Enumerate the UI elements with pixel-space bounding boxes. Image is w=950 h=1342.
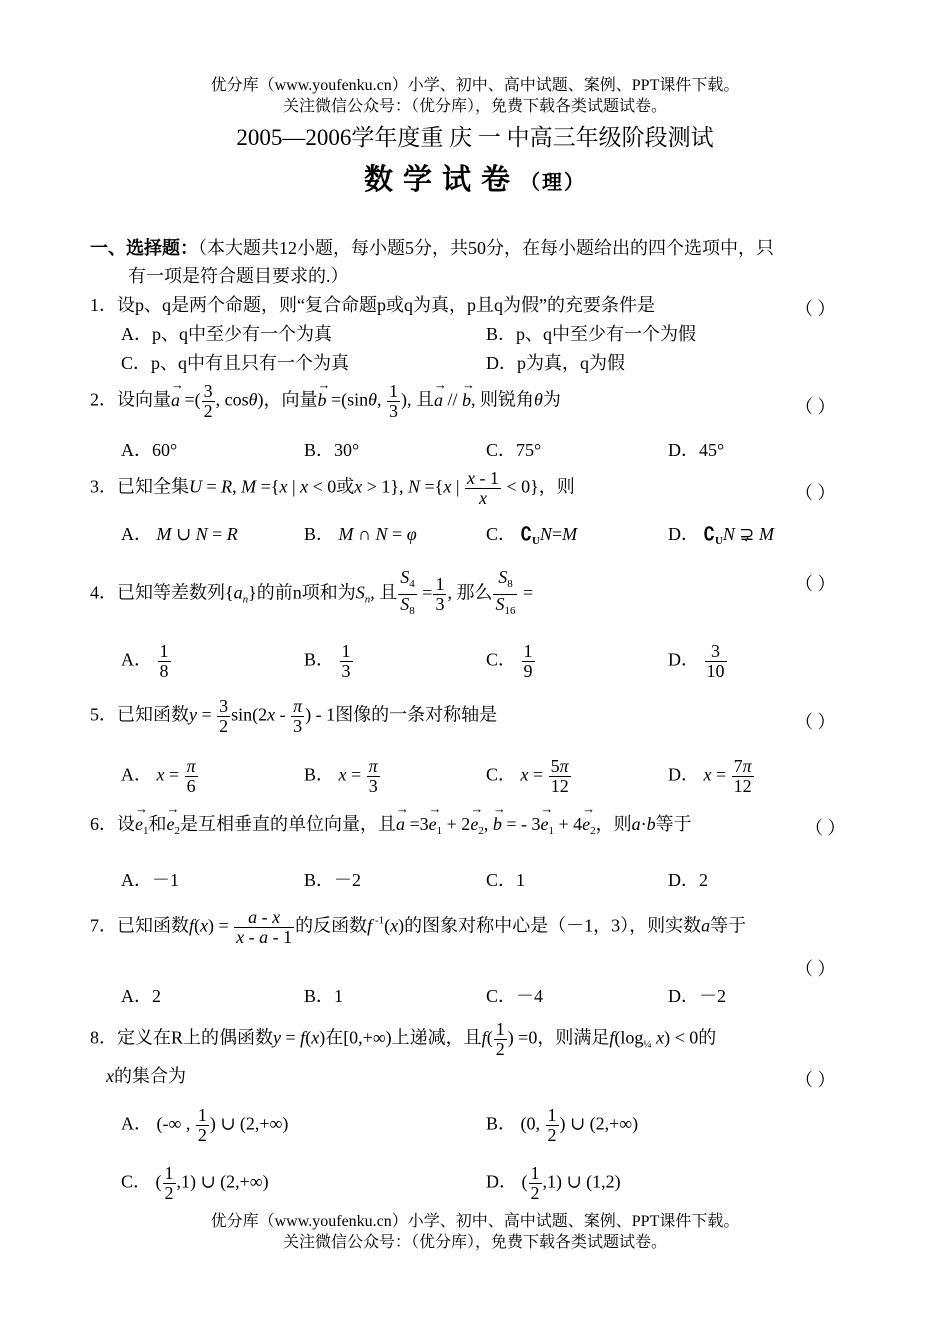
- q2-option-a: A．60°: [121, 440, 178, 460]
- subtitle-main: 数学试卷: [363, 164, 520, 196]
- header-line-2: 关注微信公众号：（优分库），免费下载各类试题试卷。: [282, 98, 667, 115]
- q6-option-d: D．2: [668, 870, 708, 890]
- q8-option-c-label: C．: [121, 1171, 152, 1192]
- footer-line-2: 关注微信公众号：（优分库），免费下载各类试题试卷。: [282, 1234, 667, 1251]
- q5-stem: 5．已知函数y = $\frac{3}{2}$ sin(2x - $\frac{\pi}{3}$ ) - 1图像的一条对称轴是: [90, 696, 498, 736]
- q6-t4: ，则: [595, 814, 632, 834]
- section-desc-2: 有一项是符合题目要求的.）: [128, 266, 349, 286]
- q8-t4: ，则满足: [537, 1027, 610, 1048]
- q6-answer-paren: （ ）: [805, 818, 846, 838]
- q2-frac-1-3: $\frac{1}{3}$: [389, 381, 398, 421]
- q5-option-c-label: C．: [486, 764, 517, 785]
- q8-option-c: C． ( $\frac{1}{2}$ ,1) ∪ (2,+∞): [121, 1163, 269, 1203]
- q1-option-a: A．p、q中至少有一个为真: [121, 324, 332, 344]
- q1-num: 1．: [90, 295, 117, 315]
- q8-option-d: D． ( $\frac{1}{2}$ ,1) ∪ (1,2): [486, 1163, 621, 1203]
- q4-num: 4．: [90, 582, 117, 603]
- q7-option-d: D．－2: [668, 986, 726, 1006]
- q3-option-c-label: C．: [486, 524, 517, 544]
- q4-option-b-label: B．: [304, 649, 335, 670]
- q8-t2: 在: [325, 1027, 344, 1048]
- q2-t1: 设向量: [117, 389, 171, 410]
- q3-t1: 已知全集: [117, 476, 189, 497]
- q4-stem: 4．已知等差数列$\{a_n\}$的前n项和为$S_n$, 且 $\frac{S_4}{S_8}$ = $\frac{1}{3}$ , 那么 $\frac{S_8}{S_{16}}$ =: [90, 568, 533, 621]
- q7-t1: 已知函数: [117, 915, 189, 936]
- q2-option-c: C．75°: [486, 440, 542, 460]
- q3-option-d-label: D．: [668, 524, 699, 544]
- q8-t1: 定义在R上的偶函数: [117, 1027, 274, 1048]
- header-line-1: 优分库（www.youfenku.cn）小学、初中、高中试题、案例、PPT课件下载。: [210, 77, 740, 94]
- q4-frac-s4-s8: $\frac{S_4}{S_8}$: [400, 567, 415, 617]
- q5-option-b-label: B．: [304, 764, 335, 785]
- q1-stem: [90, 293, 655, 317]
- q8-stem: 8．定义在R上的偶函数y = f(x)在[0,+∞)上递减，且f( $\frac{1}{2}$ ) =0，则满足$f(\log_{\frac{1}{4}}$ x) < 0的: [90, 1019, 717, 1059]
- q3-frac: $\frac{x - 1}{x}$: [466, 468, 499, 508]
- q7-t4: 等于: [710, 915, 747, 936]
- q8-option-b: B． (0, $\frac{1}{2}$ ) ∪ (2,+∞): [486, 1105, 639, 1145]
- q5-option-b: B． x = $\frac{\pi}{3}$: [304, 756, 378, 796]
- q6-t1: 设: [117, 814, 135, 834]
- q4-option-a-label: A．: [121, 649, 152, 670]
- q8-option-d-label: D．: [486, 1171, 517, 1192]
- q8-answer-paren: （ ）: [795, 1070, 836, 1090]
- q8-stem-cont: x的集合为: [106, 1066, 186, 1086]
- q7-t2: 的反函数: [295, 915, 368, 936]
- q4-answer-paren: （ ）: [795, 574, 836, 594]
- q3-t2: 或: [336, 476, 355, 497]
- q6-stem: 6．设→ $e_1$和→ $e_2$是互相垂直的单位向量，且→ $a =3\to e_1 + 2\to e_2$, → b = - $3\to e_1 + 4\to e_2$，则a·b等于: [90, 812, 692, 843]
- footer-line-1: 优分库（www.youfenku.cn）小学、初中、高中试题、案例、PPT课件下载。: [210, 1213, 740, 1230]
- q8-option-b-label: B．: [486, 1113, 517, 1134]
- q6-t3: 是互相垂直的单位向量，且: [180, 814, 396, 834]
- q2-frac-3-2: $\frac{3}{2}$: [203, 381, 213, 421]
- q6-option-c: C．1: [486, 870, 526, 890]
- q1-answer-paren: （ ）: [795, 299, 836, 319]
- q7-frac: $\frac{a - x}{x - a - 1}$: [236, 907, 293, 947]
- q2-stem: 2．设向量→ a =( $\frac{3}{2}$ , cosθ)，向量→ b =(sinθ, $\frac{1}{3}$ ), 且→ a // → b, 则锐角θ为: [90, 382, 561, 421]
- q2-t3: 向量: [281, 389, 318, 410]
- exam-subtitle: [0, 157, 950, 198]
- q4-t3: 且: [379, 582, 398, 603]
- subtitle-paren: （理）: [520, 172, 586, 194]
- q6-t5: 等于: [655, 814, 692, 834]
- q4-option-a: A． $\frac{1}{8}$: [121, 641, 169, 681]
- q7-stem: 7．已知函数f(x) = $\frac{a - x}{x - a - 1}$ 的反函数f $^{-1}$(x)的图象对称中心是（－1，3），则实数a等于: [90, 907, 747, 947]
- q2-num: 2．: [90, 389, 117, 410]
- q8-option-a: A． (-∞ , $\frac{1}{2}$ ) ∪ (2,+∞): [121, 1105, 289, 1145]
- q7-option-b: B．1: [304, 986, 344, 1006]
- q5-option-d-label: D．: [668, 764, 699, 785]
- q6-t2: 和: [148, 814, 167, 834]
- q4-frac-s8-s16: $\frac{S_8}{S_{16}}$: [495, 567, 516, 617]
- q6-num: 6．: [90, 814, 117, 834]
- q2-t4: 且: [416, 389, 434, 410]
- q3-option-b-label: B．: [304, 524, 335, 544]
- q8-t6: 的集合为: [114, 1066, 186, 1086]
- q3-stem: 3．已知全集U = R, M ={x | x < 0或x > 1}, N ={x | $\frac{x - 1}{x}$ < 0}，则: [90, 468, 575, 508]
- q2-t6: 为: [542, 389, 561, 410]
- q3-answer-paren: （ ）: [795, 483, 836, 503]
- q3-option-d: D． $∁_UN$ ⊋ M: [668, 524, 775, 547]
- q3-option-a: A． M ∪ N = R: [121, 524, 238, 544]
- q2-vector-a: → a: [171, 388, 180, 412]
- q4-option-d: D． $\frac{3}{10}$: [668, 641, 725, 681]
- q5-num: 5．: [90, 704, 117, 725]
- q3-option-a-label: A．: [121, 524, 152, 544]
- q4-option-c-label: C．: [486, 649, 517, 670]
- q1-option-d: D．p为真，q为假: [486, 353, 625, 373]
- section-desc-1: （本大题共12小题，每小题5分，共50分，在每小题给出的四个选项中，只: [198, 238, 774, 258]
- q4-option-b: B． $\frac{1}{3}$: [304, 641, 351, 681]
- exam-title: 2005—2006学年度重 庆 一 中高三年级阶段测试: [236, 125, 714, 150]
- q4-t1: 已知等差数列: [117, 582, 225, 603]
- q5-option-d: D． x = $\frac{7\pi}{12}$: [668, 756, 752, 796]
- q4-option-c: C． $\frac{1}{9}$: [486, 641, 533, 681]
- q4-t2: 的前n项和为: [256, 582, 356, 603]
- q8-t5: 的: [698, 1027, 717, 1048]
- q4-option-d-label: D．: [668, 649, 699, 670]
- q5-t2: 图像的一条对称轴是: [335, 704, 498, 725]
- q6-option-b: B．－2: [304, 870, 362, 890]
- q2-t2: ，: [263, 389, 282, 410]
- q3-num: 3．: [90, 476, 117, 497]
- q3-option-c: C． $∁_UN=M$: [486, 524, 578, 547]
- q5-option-a: A． x = $\frac{\pi}{6}$: [121, 756, 196, 796]
- q1-option-c: C．p、q中有且只有一个为真: [121, 353, 350, 373]
- q1-text: 设p、q是两个命题，则“复合命题p或q为真，p且q为假”的充要条件是: [117, 295, 655, 315]
- q2-t5: 则锐角: [480, 389, 535, 410]
- q7-option-a: A．2: [121, 986, 161, 1006]
- q2-option-d: D．45°: [668, 440, 725, 460]
- q5-answer-paren: （ ）: [795, 712, 836, 732]
- q7-num: 7．: [90, 915, 117, 936]
- q6-option-a: A．－1: [121, 870, 179, 890]
- q7-option-c: C．－4: [486, 986, 544, 1006]
- q4-t4: 那么: [456, 582, 493, 603]
- q5-option-a-label: A．: [121, 764, 152, 785]
- section-heading: 一、选择题：: [90, 238, 198, 258]
- q2-vector-b: → b: [318, 388, 327, 412]
- q3-option-b: B． M ∩ N = φ: [304, 524, 417, 544]
- q1-option-b: B．p、q中至少有一个为假: [486, 324, 697, 344]
- q2-answer-paren: （ ）: [795, 397, 836, 417]
- q5-option-c: C． x = $\frac{5\pi}{12}$: [486, 756, 569, 796]
- q3-t3: ，则: [538, 476, 575, 497]
- q2-option-b: B．30°: [304, 440, 360, 460]
- q7-answer-paren: （ ）: [795, 959, 836, 979]
- q5-t1: 已知函数: [117, 704, 189, 725]
- section-heading-line: [90, 236, 774, 260]
- q8-option-a-label: A．: [121, 1113, 152, 1134]
- q8-t3: 上递减，且: [391, 1027, 482, 1048]
- q7-t3: 的图象对称中心是（－1，3），则实数: [404, 915, 702, 936]
- q8-num: 8．: [90, 1027, 117, 1048]
